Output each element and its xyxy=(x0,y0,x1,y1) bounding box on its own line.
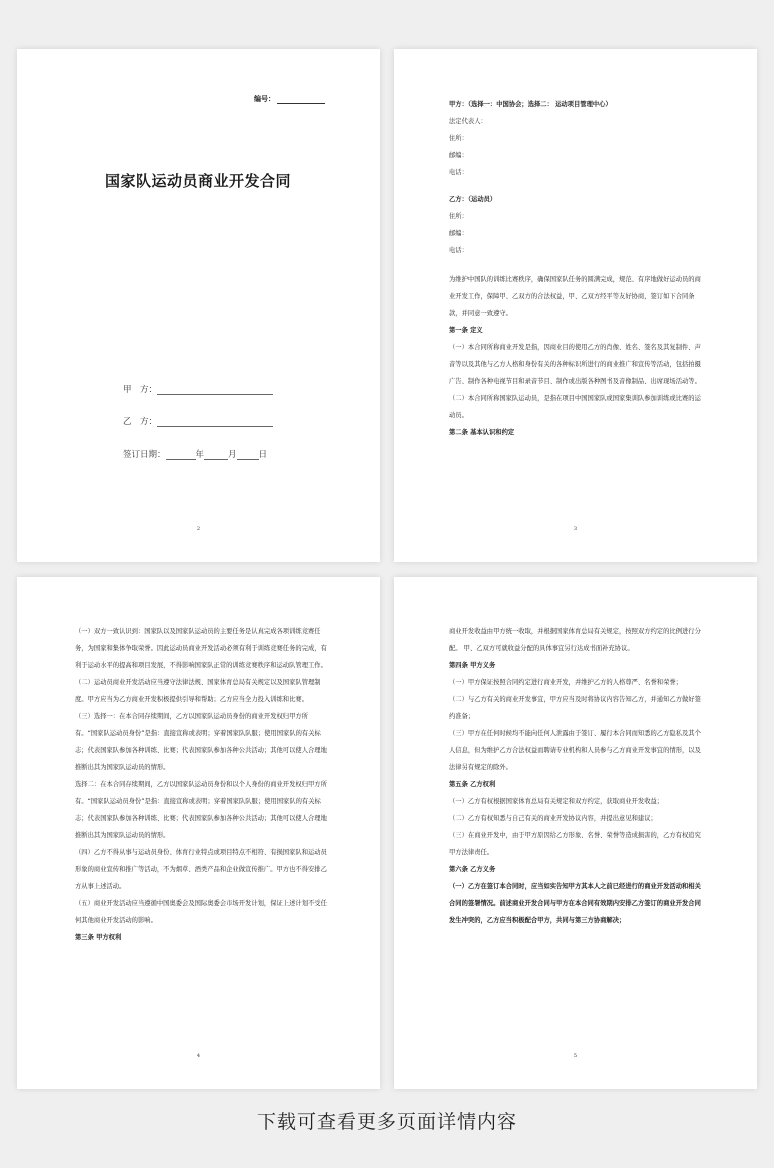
serial-number-field xyxy=(254,94,325,104)
party-b-sign xyxy=(123,415,273,427)
party-b-blank xyxy=(157,417,273,427)
article-4-clause-1: （一）甲方保证按照合同约定进行商业开发，并维护乙方的人格尊严、名誉和荣誉； xyxy=(449,679,682,686)
legal-rep-field: 法定代表人： xyxy=(449,118,487,125)
phone-field: 电话： xyxy=(449,169,468,176)
page-number: 3 xyxy=(573,526,578,532)
page-number: 2 xyxy=(196,526,201,532)
page-body xyxy=(449,623,703,929)
article-2-clause-2: （二）运动员商业开发活动应当遵守法律法规、国家体育总局有关规定以及国家队管理制度。甲方应当为乙方商业开发积极提供引导和帮助；乙方应当全力投入训练和比赛。 xyxy=(75,679,321,703)
article-4-heading: 第四条 甲方义务 xyxy=(449,662,496,669)
article-5-clause-3: （三）在商业开发中，由于甲方原因给乙方形象、名誉、荣誉等造成损害的，乙方有权追究甲方法律责任。 xyxy=(449,832,701,856)
page-body xyxy=(449,96,703,441)
party-b-label: 乙 方： xyxy=(123,417,158,427)
article-3-clause: 商业开发收益由甲方统一收取，并根据国家体育总局有关规定，按照双方约定的比例进行分配。 甲、乙双方可就收益分配的具体事宜另行达成书面补充协议。 xyxy=(449,628,701,652)
page-number: 5 xyxy=(573,1053,578,1059)
article-6-clause-1: （一）乙方在签订本合同时，应当如实告知甲方其本人之前已经进行的商业开发活动和相关合同的签署情况。前述商业开发合同与甲方在本合同有效期内安排乙方签订的商业开发合同发生冲突的，乙方应当积极配合甲方，共同与第三方协商解决； xyxy=(449,883,701,924)
article-1-clause-1: （一）本合同所称商业开发是指，因商业目的使用乙方的肖像、姓名、签名及其复制件、声音等以及其他与乙方人格和身份有关的各种标识所进行的商业推广和宣传等活动，包括拍摄广告、制作各种电视节目和录音节目、制作或出版各种图书及音像制品、出席现场活动等。 xyxy=(449,344,701,385)
article-2-heading: 第二条 基本认识和约定 xyxy=(449,429,515,436)
article-2-clause-1: （一）双方一致认识到：国家队以及国家队运动员的主要任务是认真完成各项训练竞赛任务，为国家和集体争取荣誉。因此运动员商业开发活动必须有利于训练竞赛任务的完成，有利于运动水平的提高和项目发展，不得影响国家队正常的训练竞赛秩序和运动队管理工作。 xyxy=(75,628,327,669)
cover-page xyxy=(17,49,380,562)
party-b-heading: 乙方：（运动员） xyxy=(449,196,497,203)
contract-title: 国家队运动员商业开发合同 xyxy=(105,172,292,190)
serial-label: 编号： xyxy=(254,95,275,103)
article-5-heading: 第五条 乙方权利 xyxy=(449,781,496,788)
article-4-clause-3: （三）甲方在任何时候均不能向任何人泄露由于签订、履行本合同而知悉的乙方隐私及其个人信息，但为维护乙方合法权益而聘请专业机构和人员参与乙方商业开发事宜的情形，以及法律另有规定的除外。 xyxy=(449,730,701,771)
party-a-blank xyxy=(157,385,273,395)
phone-field: 电话： xyxy=(449,247,468,254)
contract-page-3 xyxy=(17,577,380,1089)
month-blank xyxy=(204,450,228,460)
page-body xyxy=(75,623,328,946)
contract-page-2 xyxy=(394,49,757,562)
party-a-heading: 甲方：（选择一：中国协会；选择二： 运动项目管理中心） xyxy=(449,101,612,108)
postcode-field: 邮编： xyxy=(449,152,468,159)
party-a-sign xyxy=(123,383,273,395)
serial-blank xyxy=(277,96,325,104)
year-blank xyxy=(166,450,196,460)
year-label: 年 xyxy=(195,450,205,460)
article-2-clause-5: （五）商业开发活动应当遵循中国奥委会及国际奥委会市场开发计划，保证上述计划不受任何其他商业开发活动的影响。 xyxy=(75,900,327,924)
article-6-heading: 第六条 乙方义务 xyxy=(449,866,496,873)
article-5-clause-1: （一）乙方有权根据国家体育总局有关规定和双方约定，获取商业开发收益； xyxy=(449,798,664,805)
intro-paragraph: 为维护中国队的训练比赛秩序，确保国家队任务的圆满完成，规范、有序地做好运动员的商业开发工作，保障甲、乙双方的合法权益，甲、乙双方经平等友好协商，签订如下合同条款，并同意一致遵守。 xyxy=(449,276,701,317)
article-1-clause-2: （二）本合同所称国家队运动员，是指在项目中国国家队或国家集训队参加训练或比赛的运动员。 xyxy=(449,395,701,419)
month-label: 月 xyxy=(228,450,237,460)
article-2-clause-3-option-2: 选择二：在本合同存续期间，乙方以国家队运动员身份和以个人身份的商业开发权归甲方所有。“国家队运动员身份”是指：直接宣称或表明；穿着国家队队服；使用国家队的有关标志；代表国家队参加各种训练、比赛；代表国家队参加各种公共活动；其他可以使人合理地推断出其为国家队运动员的情形。 xyxy=(75,781,327,839)
postcode-field: 邮编： xyxy=(449,230,468,237)
article-2-clause-4: （四）乙方不得从事与运动员身份、体育行业特点或项目特点不相符、有损国家队和运动员形象的商业宣传和推广等活动，不为烟草、酒类产品和企业做宣传推广。甲方也不得安排乙方从事上述活动。 xyxy=(75,849,327,890)
article-4-clause-2: （二）与乙方有关的商业开发事宜，甲方应当及时将协议内容告知乙方，并通知乙方做好签约准备； xyxy=(449,696,701,720)
sign-date xyxy=(123,448,267,460)
address-field: 住所： xyxy=(449,213,468,220)
day-blank xyxy=(237,450,259,460)
article-5-clause-2: （二）乙方有权知悉与自己有关的商业开发协议内容，并提出意见和建议； xyxy=(449,815,657,822)
article-3-heading: 第三条 甲方权利 xyxy=(75,934,122,941)
party-a-label: 甲 方： xyxy=(123,385,158,395)
contract-page-4 xyxy=(394,577,757,1089)
article-2-clause-3-option-1: （三）选择一：在本合同存续期间，乙方以国家队运动员身份的商业开发权归甲方所有。“国家队运动员身份”是指：直接宣称或表明；穿着国家队队服；使用国家队的有关标志；代表国家队参加各种训练、比赛；代表国家队参加各种公共活动；其他可以使人合理地推断出其为国家队运动员的情形。 xyxy=(75,713,327,771)
date-label: 签订日期： xyxy=(123,450,166,460)
day-label: 日 xyxy=(258,450,268,460)
address-field: 住所： xyxy=(449,135,468,142)
article-1-heading: 第一条 定义 xyxy=(449,327,483,334)
page-number: 4 xyxy=(196,1053,201,1059)
download-more-banner[interactable]: 下载可查看更多页面详情内容 xyxy=(256,1111,517,1133)
